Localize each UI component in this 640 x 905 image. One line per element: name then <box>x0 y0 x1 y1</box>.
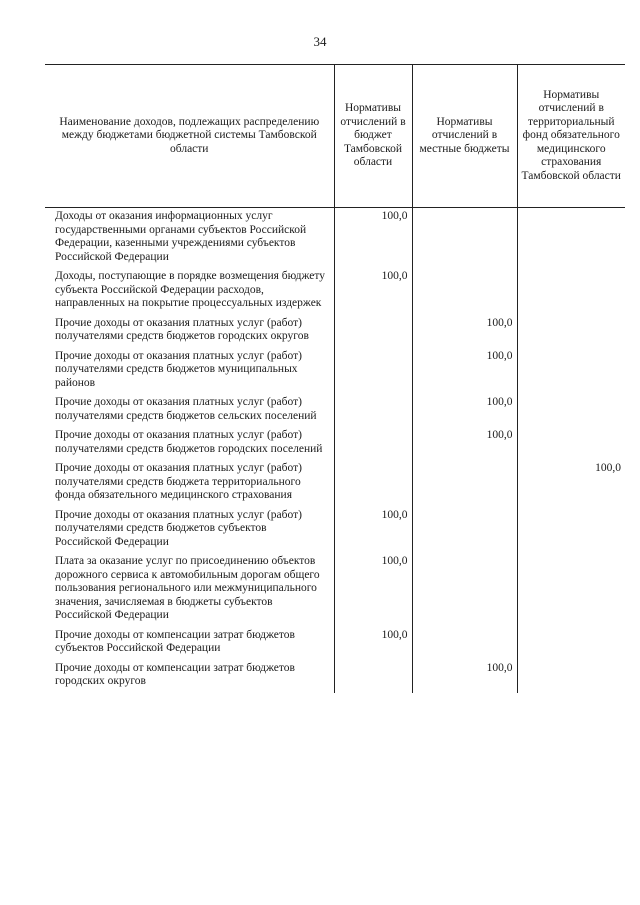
header-local-budgets: Нормативы отчислений в местные бюджеты <box>412 65 517 208</box>
revenue-name-cell: Прочие доходы от оказания платных услуг (работ) получателями средств бюджетов городских поселений <box>55 429 323 455</box>
regional-value-cell: 100,0 <box>334 553 412 627</box>
local-value-cell: 100,0 <box>412 348 517 395</box>
fund-value-cell <box>517 553 625 627</box>
fund-value-cell <box>517 348 625 395</box>
fund-value-cell <box>517 660 625 693</box>
local-value-cell: 100,0 <box>412 427 517 460</box>
fund-value-cell <box>517 208 625 269</box>
fund-value-cell <box>517 268 625 315</box>
revenue-name-cell: Прочие доходы от оказания платных услуг (работ) получателями средств бюджетов городских округов <box>55 316 309 342</box>
header-regional-budget: Нормативы отчислений в бюджет Тамбовской области <box>334 65 412 208</box>
revenue-name-cell: Доходы от оказания информационных услуг государственными органами субъектов Российской Федерации, казенными учреждениями субъектов Российской Федерации <box>55 210 307 263</box>
revenue-name-cell: Прочие доходы от оказания платных услуг (работ) получателями средств бюджета территориального фонда обязательного медицинского страхования <box>55 462 302 501</box>
revenue-name-cell: Плата за оказание услуг по присоединению объектов дорожного сервиса к автомобильным дорогам общего пользования регионального или межмуниципального значения, зачисляемая в бюджеты субъектов Российской Федерации <box>55 555 320 621</box>
local-value-cell <box>412 553 517 627</box>
table-row <box>45 208 625 269</box>
table-row <box>45 553 625 627</box>
header-medical-fund: Нормативы отчислений в территориальный фонд обязательного медицинского страхования Тамбовской области <box>517 65 625 208</box>
fund-value-cell <box>517 394 625 427</box>
local-value-cell: 100,0 <box>412 315 517 348</box>
table-row <box>45 394 625 427</box>
revenue-name-cell: Прочие доходы от оказания платных услуг (работ) получателями средств бюджетов сельских поселений <box>55 396 317 422</box>
revenue-name-cell: Прочие доходы от оказания платных услуг (работ) получателями средств бюджетов субъектов Российской Федерации <box>55 508 302 548</box>
local-value-cell <box>412 507 517 554</box>
table-body <box>45 208 625 693</box>
table-row <box>45 268 625 315</box>
table-row <box>45 315 625 348</box>
local-value-cell: 100,0 <box>412 660 517 693</box>
table-row <box>45 660 625 693</box>
regional-value-cell <box>334 460 412 507</box>
fund-value-cell <box>517 627 625 660</box>
local-value-cell <box>412 208 517 269</box>
local-value-cell: 100,0 <box>412 394 517 427</box>
regional-value-cell: 100,0 <box>334 208 412 269</box>
regional-value-cell: 100,0 <box>334 507 412 554</box>
table-row <box>45 427 625 460</box>
local-value-cell <box>412 460 517 507</box>
revenue-name-cell: Прочие доходы от оказания платных услуг (работ) получателями средств бюджетов муниципальных районов <box>55 349 302 389</box>
fund-value-cell <box>517 315 625 348</box>
header-revenue-name: Наименование доходов, подлежащих распределению между бюджетами бюджетной системы Тамбовской области <box>45 65 334 208</box>
fund-value-cell: 100,0 <box>517 460 625 507</box>
revenue-name-cell: Прочие доходы от компенсации затрат бюджетов субъектов Российской Федерации <box>55 628 295 654</box>
local-value-cell <box>412 627 517 660</box>
local-value-cell <box>412 268 517 315</box>
revenue-distribution-table <box>45 64 625 693</box>
table-row <box>45 507 625 554</box>
regional-value-cell: 100,0 <box>334 627 412 660</box>
revenue-name-cell: Доходы, поступающие в порядке возмещения бюджету субъекта Российской Федерации расходов, направленных на покрытие процессуальных издержек <box>55 270 326 309</box>
table-row <box>45 627 625 660</box>
page-number: 34 <box>313 34 327 49</box>
regional-value-cell <box>334 348 412 395</box>
fund-value-cell <box>517 507 625 554</box>
regional-value-cell <box>334 660 412 693</box>
regional-value-cell <box>334 394 412 427</box>
regional-value-cell <box>334 427 412 460</box>
table-row <box>45 460 625 507</box>
regional-value-cell: 100,0 <box>334 268 412 315</box>
regional-value-cell <box>334 315 412 348</box>
table-row <box>45 348 625 395</box>
fund-value-cell <box>517 427 625 460</box>
table-header <box>45 65 625 208</box>
revenue-name-cell: Прочие доходы от компенсации затрат бюджетов городских округов <box>55 661 295 687</box>
